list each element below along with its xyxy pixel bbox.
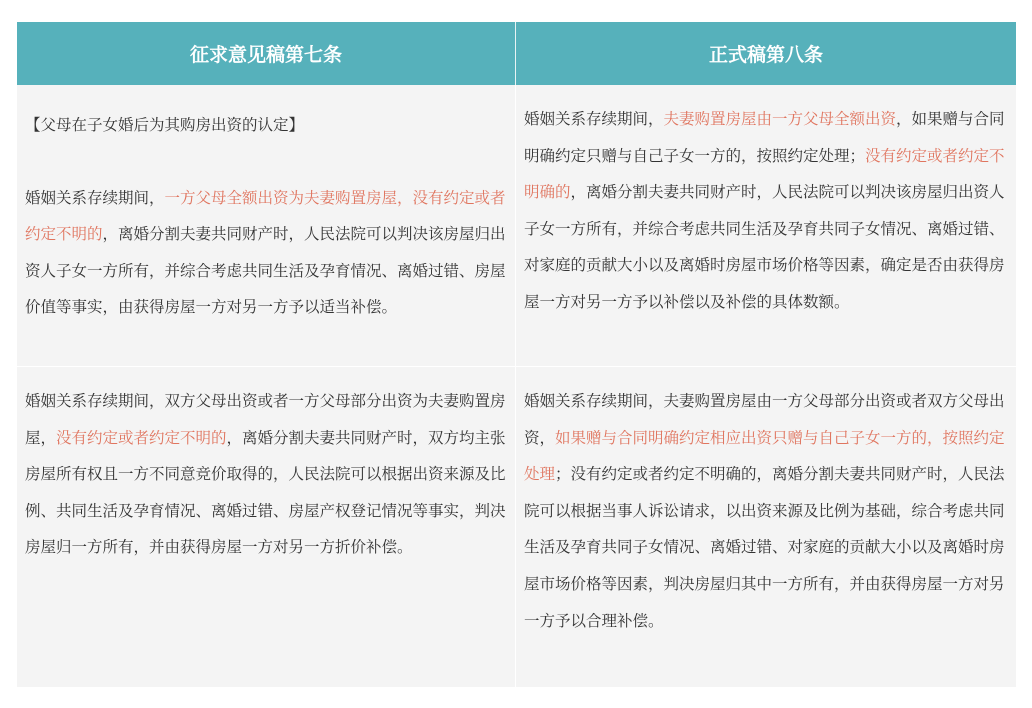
final-article-8-para-1 <box>516 85 1016 366</box>
final-para1-text: 婚姻关系存续期间， <box>524 110 664 128</box>
final-para2-highlight: 如果赠与合同明确约定相应出资只赠与自己子女一方的，按照约定处理 <box>524 428 1005 484</box>
header-final-article-8: 正式稿第八条 <box>516 22 1016 85</box>
draft-para2-rest: ，离婚分割夫妻共同财产时，双方均主张房屋所有权且一方不同意竞价取得的，人民法院可以根据出资来源及比例、共同生活及孕育情况、离婚过错、房屋产权登记情况等事实，判决房屋归一方所有，并由获得房屋一方对另一方折价补偿。 <box>25 428 506 557</box>
final-para2-text: 婚姻关系存续期间，夫妻购置房屋由一方父母部分出资或者双方父母出资， <box>524 392 1005 447</box>
draft-para1-highlight: 一方父母全额出资为夫妻购置房屋，没有约定或者约定不明的 <box>25 188 506 244</box>
final-article-8-para-2 <box>516 366 1016 687</box>
draft-article-7-para-2 <box>17 366 516 687</box>
draft-para2-highlight: 没有约定或者约定不明的 <box>56 428 227 447</box>
draft-para1-text: 婚姻关系存续期间， <box>25 188 165 207</box>
comparison-table <box>17 22 1016 687</box>
final-para2-rest: ；没有约定或者约定不明确的，离婚分割夫妻共同财产时，人民法院可以根据当事人诉讼请求，以出资来源及比例为基础，综合考虑共同生活及孕育共同子女情况、离婚过错、对家庭的贡献大小以及离婚时房屋市场价格等因素，判决房屋归其中一方所有，并由获得房屋一方对另一方予以合理补偿。 <box>524 465 1005 630</box>
final-para1-highlight: 夫妻购置房屋由一方父母全额出资 <box>663 110 897 128</box>
draft-para2-text: 婚姻关系存续期间，双方父母出资或者一方父母部分出资为夫妻购置房屋， <box>25 392 506 447</box>
header-draft-article-7: 征求意见稿第七条 <box>17 22 516 85</box>
final-para1-text-2: ，如果赠与合同明确约定只赠与自己子女一方的，按照约定处理； <box>524 110 1005 165</box>
final-para1-highlight-2: 没有约定或者约定不明确的 <box>524 146 1005 202</box>
final-para1-text-3: ，离婚分割夫妻共同财产时，人民法院可以判决该房屋归出资人子女一方所有，并综合考虑共同生活及孕育共同子女情况、离婚过错、对家庭的贡献大小以及离婚时房屋市场价格等因素，确定是否由获得房屋一方对另一方予以补偿以及补偿的具体数额。 <box>524 183 1005 311</box>
draft-article-7-para-1 <box>17 85 516 366</box>
draft-para1-rest: ，离婚分割夫妻共同财产时，人民法院可以判决该房屋归出资人子女一方所有，并综合考虑共同生活及孕育情况、离婚过错、房屋价值等事实，由获得房屋一方对另一方予以适当补偿。 <box>25 225 506 317</box>
draft-section-title: 【父母在子女婚后为其购房出资的认定】 <box>25 116 305 134</box>
